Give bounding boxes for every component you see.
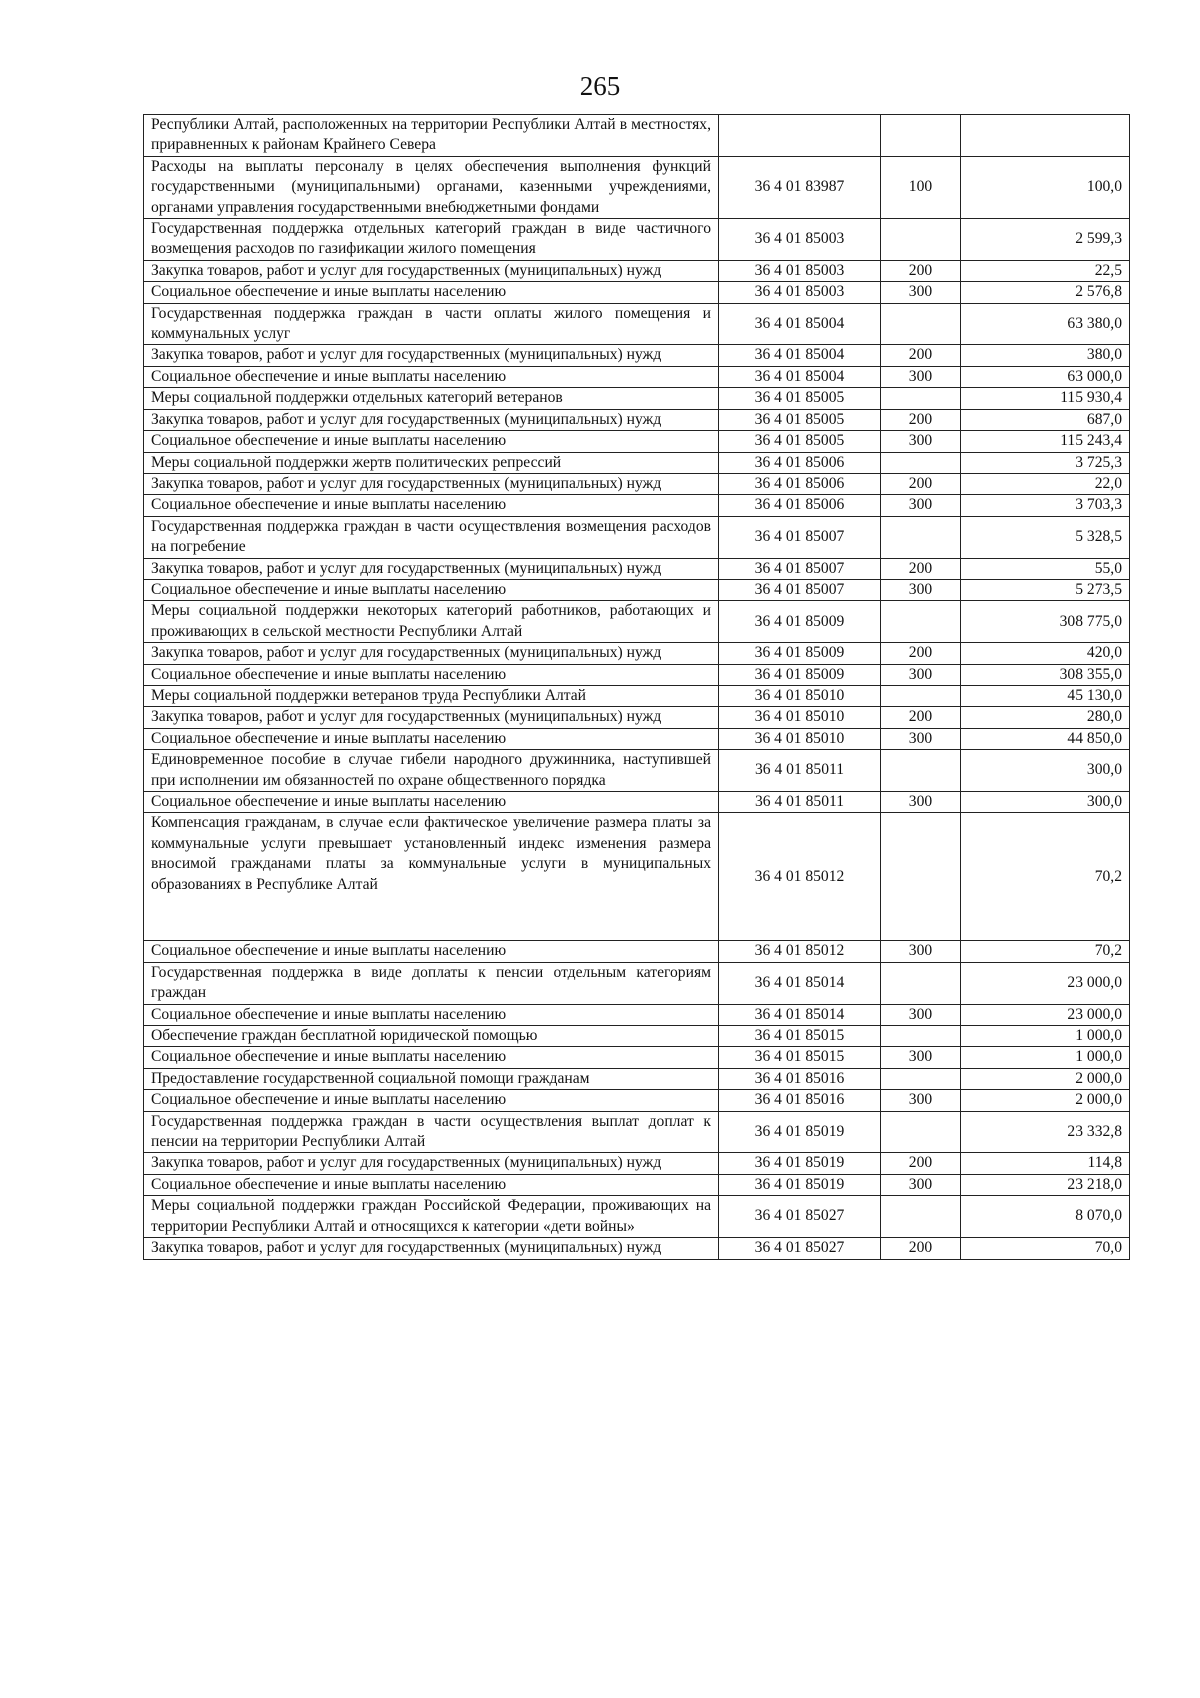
- row-expense-type: 300: [881, 792, 961, 813]
- row-expense-type: 300: [881, 579, 961, 600]
- table-row: [144, 558, 1130, 579]
- row-expense-type: 300: [881, 366, 961, 387]
- table-row: [144, 792, 1130, 813]
- row-description: Закупка товаров, работ и услуг для государственных (муниципальных) нужд: [144, 1238, 719, 1259]
- row-amount: 2 000,0: [961, 1090, 1130, 1111]
- row-description: Предоставление государственной социальной помощи гражданам: [144, 1068, 719, 1089]
- row-description: Социальное обеспечение и иные выплаты населению: [144, 941, 719, 962]
- table-row: [144, 579, 1130, 600]
- row-description: Обеспечение граждан бесплатной юридической помощью: [144, 1026, 719, 1047]
- table-row: [144, 156, 1130, 218]
- row-target-code: 36 4 01 85019: [719, 1174, 881, 1195]
- row-target-code: 36 4 01 85009: [719, 664, 881, 685]
- row-amount: 687,0: [961, 409, 1130, 430]
- row-expense-type: [881, 1026, 961, 1047]
- row-description: Государственная поддержка граждан в части оплаты жилого помещения и коммунальных услуг: [144, 303, 719, 345]
- row-description: Социальное обеспечение и иные выплаты населению: [144, 282, 719, 303]
- table-row: [144, 685, 1130, 706]
- row-amount: 300,0: [961, 750, 1130, 792]
- row-expense-type: 300: [881, 1047, 961, 1068]
- table-row: [144, 260, 1130, 281]
- row-target-code: 36 4 01 85004: [719, 366, 881, 387]
- row-description: Социальное обеспечение и иные выплаты населению: [144, 792, 719, 813]
- row-expense-type: 300: [881, 728, 961, 749]
- table-row: [144, 516, 1130, 558]
- row-amount: 63 000,0: [961, 366, 1130, 387]
- row-amount: 8 070,0: [961, 1196, 1130, 1238]
- table-row: [144, 452, 1130, 473]
- row-amount: 308 775,0: [961, 601, 1130, 643]
- table-row: [144, 728, 1130, 749]
- row-description: Компенсация гражданам, в случае если фактическое увеличение размера платы за коммунальные услуги превышает установленный индекс изменения размера вносимой гражданами платы за коммунальные услуги в муниципальных образованиях в Республике Алтай: [144, 813, 719, 941]
- table-row: [144, 1026, 1130, 1047]
- budget-table: [143, 114, 1130, 1260]
- row-target-code: 36 4 01 85015: [719, 1047, 881, 1068]
- row-expense-type: 300: [881, 1174, 961, 1195]
- row-target-code: 36 4 01 85019: [719, 1153, 881, 1174]
- table-row: [144, 813, 1130, 941]
- row-expense-type: 300: [881, 1090, 961, 1111]
- row-expense-type: 200: [881, 558, 961, 579]
- row-amount: 23 000,0: [961, 962, 1130, 1004]
- row-expense-type: [881, 685, 961, 706]
- row-amount: 45 130,0: [961, 685, 1130, 706]
- table-row: [144, 1196, 1130, 1238]
- row-expense-type: [881, 219, 961, 261]
- row-expense-type: 200: [881, 345, 961, 366]
- row-amount: 308 355,0: [961, 664, 1130, 685]
- row-description: Закупка товаров, работ и услуг для государственных (муниципальных) нужд: [144, 558, 719, 579]
- row-expense-type: [881, 516, 961, 558]
- row-description: Меры социальной поддержки некоторых категорий работников, работающих и проживающих в сельской местности Республики Алтай: [144, 601, 719, 643]
- row-amount: 5 273,5: [961, 579, 1130, 600]
- row-target-code: 36 4 01 85004: [719, 303, 881, 345]
- row-description: Расходы на выплаты персоналу в целях обеспечения выполнения функций государственными (муниципальными) органами, казенными учреждениями, органами управления государственными внебюджетными фондами: [144, 156, 719, 218]
- row-amount: 22,5: [961, 260, 1130, 281]
- row-description: Закупка товаров, работ и услуг для государственных (муниципальных) нужд: [144, 707, 719, 728]
- row-expense-type: [881, 115, 961, 157]
- row-amount: 70,0: [961, 1238, 1130, 1259]
- row-amount: 2 000,0: [961, 1068, 1130, 1089]
- row-amount: 1 000,0: [961, 1026, 1130, 1047]
- row-amount: 115 243,4: [961, 431, 1130, 452]
- row-target-code: 36 4 01 85014: [719, 962, 881, 1004]
- row-expense-type: 200: [881, 1238, 961, 1259]
- row-expense-type: [881, 388, 961, 409]
- row-amount: 3 703,3: [961, 495, 1130, 516]
- row-target-code: 36 4 01 85005: [719, 431, 881, 452]
- row-description: Меры социальной поддержки жертв политических репрессий: [144, 452, 719, 473]
- row-target-code: 36 4 01 85027: [719, 1196, 881, 1238]
- row-target-code: 36 4 01 85007: [719, 516, 881, 558]
- row-target-code: 36 4 01 85006: [719, 452, 881, 473]
- row-target-code: 36 4 01 85009: [719, 601, 881, 643]
- row-description: Закупка товаров, работ и услуг для государственных (муниципальных) нужд: [144, 1153, 719, 1174]
- row-target-code: 36 4 01 85005: [719, 388, 881, 409]
- row-expense-type: 200: [881, 473, 961, 494]
- row-description: Социальное обеспечение и иные выплаты населению: [144, 1047, 719, 1068]
- row-amount: 1 000,0: [961, 1047, 1130, 1068]
- row-description: Социальное обеспечение и иные выплаты населению: [144, 728, 719, 749]
- table-row: [144, 1068, 1130, 1089]
- row-description: Социальное обеспечение и иные выплаты населению: [144, 579, 719, 600]
- row-description: Социальное обеспечение и иные выплаты населению: [144, 431, 719, 452]
- row-description: Меры социальной поддержки отдельных категорий ветеранов: [144, 388, 719, 409]
- row-expense-type: [881, 303, 961, 345]
- row-description: Государственная поддержка отдельных категорий граждан в виде частичного возмещения расходов по газификации жилого помещения: [144, 219, 719, 261]
- table-row: [144, 282, 1130, 303]
- row-description: Социальное обеспечение и иные выплаты населению: [144, 366, 719, 387]
- row-expense-type: [881, 1111, 961, 1153]
- row-amount: 115 930,4: [961, 388, 1130, 409]
- table-row: [144, 1238, 1130, 1259]
- row-amount: 300,0: [961, 792, 1130, 813]
- row-amount: 63 380,0: [961, 303, 1130, 345]
- row-description: Государственная поддержка граждан в части осуществления выплат доплат к пенсии на территории Республики Алтай: [144, 1111, 719, 1153]
- row-target-code: 36 4 01 85006: [719, 495, 881, 516]
- row-description: Закупка товаров, работ и услуг для государственных (муниципальных) нужд: [144, 473, 719, 494]
- row-amount: 5 328,5: [961, 516, 1130, 558]
- row-description: Социальное обеспечение и иные выплаты населению: [144, 664, 719, 685]
- table-row: [144, 431, 1130, 452]
- row-target-code: 36 4 01 85003: [719, 260, 881, 281]
- row-target-code: 36 4 01 85027: [719, 1238, 881, 1259]
- row-target-code: 36 4 01 85011: [719, 792, 881, 813]
- row-description: Закупка товаров, работ и услуг для государственных (муниципальных) нужд: [144, 260, 719, 281]
- row-target-code: 36 4 01 85016: [719, 1090, 881, 1111]
- row-description: Государственная поддержка в виде доплаты к пенсии отдельным категориям граждан: [144, 962, 719, 1004]
- table-row: [144, 345, 1130, 366]
- table-row: [144, 1090, 1130, 1111]
- row-amount: 2 576,8: [961, 282, 1130, 303]
- row-amount: 100,0: [961, 156, 1130, 218]
- row-target-code: 36 4 01 85005: [719, 409, 881, 430]
- row-amount: [961, 115, 1130, 157]
- row-description: Государственная поддержка граждан в части осуществления возмещения расходов на погребение: [144, 516, 719, 558]
- row-amount: 114,8: [961, 1153, 1130, 1174]
- row-expense-type: 300: [881, 941, 961, 962]
- row-expense-type: 200: [881, 643, 961, 664]
- row-amount: 380,0: [961, 345, 1130, 366]
- table-row: [144, 1111, 1130, 1153]
- row-target-code: 36 4 01 85014: [719, 1004, 881, 1025]
- row-target-code: 36 4 01 85012: [719, 941, 881, 962]
- table-row: [144, 495, 1130, 516]
- row-amount: 44 850,0: [961, 728, 1130, 749]
- row-expense-type: [881, 601, 961, 643]
- row-amount: 420,0: [961, 643, 1130, 664]
- row-expense-type: 300: [881, 664, 961, 685]
- table-row: [144, 1047, 1130, 1068]
- row-target-code: 36 4 01 85011: [719, 750, 881, 792]
- row-amount: 23 332,8: [961, 1111, 1130, 1153]
- row-target-code: 36 4 01 83987: [719, 156, 881, 218]
- row-target-code: 36 4 01 85010: [719, 728, 881, 749]
- row-description: Меры социальной поддержки граждан Российской Федерации, проживающих на территории Республики Алтай и относящихся к категории «дети войны»: [144, 1196, 719, 1238]
- table-row: [144, 664, 1130, 685]
- table-row: [144, 388, 1130, 409]
- row-description: Республики Алтай, расположенных на территории Республики Алтай в местностях, приравненных к районам Крайнего Севера: [144, 115, 719, 157]
- row-target-code: 36 4 01 85004: [719, 345, 881, 366]
- table-row: [144, 1174, 1130, 1195]
- table-row: [144, 750, 1130, 792]
- row-target-code: 36 4 01 85003: [719, 219, 881, 261]
- row-description: Социальное обеспечение и иные выплаты населению: [144, 1090, 719, 1111]
- row-target-code: 36 4 01 85016: [719, 1068, 881, 1089]
- row-expense-type: 100: [881, 156, 961, 218]
- row-target-code: 36 4 01 85010: [719, 707, 881, 728]
- table-row: [144, 115, 1130, 157]
- page-number: 265: [579, 71, 621, 101]
- row-expense-type: 300: [881, 1004, 961, 1025]
- row-expense-type: [881, 750, 961, 792]
- row-expense-type: 300: [881, 431, 961, 452]
- table-row: [144, 409, 1130, 430]
- row-amount: 23 218,0: [961, 1174, 1130, 1195]
- row-amount: 23 000,0: [961, 1004, 1130, 1025]
- row-description: Социальное обеспечение и иные выплаты населению: [144, 495, 719, 516]
- row-amount: 70,2: [961, 813, 1130, 941]
- row-target-code: 36 4 01 85007: [719, 579, 881, 600]
- row-amount: 70,2: [961, 941, 1130, 962]
- row-description: Закупка товаров, работ и услуг для государственных (муниципальных) нужд: [144, 345, 719, 366]
- table-row: [144, 1004, 1130, 1025]
- table-row: [144, 707, 1130, 728]
- table-row: [144, 643, 1130, 664]
- row-target-code: 36 4 01 85019: [719, 1111, 881, 1153]
- row-description: Единовременное пособие в случае гибели народного дружинника, наступившей при исполнении им обязанностей по охране общественного порядка: [144, 750, 719, 792]
- row-amount: 55,0: [961, 558, 1130, 579]
- row-target-code: [719, 115, 881, 157]
- row-expense-type: 200: [881, 707, 961, 728]
- row-description: Меры социальной поддержки ветеранов труда Республики Алтай: [144, 685, 719, 706]
- row-expense-type: [881, 813, 961, 941]
- table-row: [144, 473, 1130, 494]
- row-amount: 280,0: [961, 707, 1130, 728]
- table-row: [144, 601, 1130, 643]
- row-description: Закупка товаров, работ и услуг для государственных (муниципальных) нужд: [144, 409, 719, 430]
- table-row: [144, 219, 1130, 261]
- row-target-code: 36 4 01 85009: [719, 643, 881, 664]
- row-description: Социальное обеспечение и иные выплаты населению: [144, 1174, 719, 1195]
- table-row: [144, 1153, 1130, 1174]
- row-amount: 3 725,3: [961, 452, 1130, 473]
- row-description: Социальное обеспечение и иные выплаты населению: [144, 1004, 719, 1025]
- row-target-code: 36 4 01 85007: [719, 558, 881, 579]
- row-expense-type: [881, 452, 961, 473]
- row-expense-type: 300: [881, 282, 961, 303]
- row-target-code: 36 4 01 85003: [719, 282, 881, 303]
- row-expense-type: 200: [881, 260, 961, 281]
- row-expense-type: [881, 1068, 961, 1089]
- row-description: Закупка товаров, работ и услуг для государственных (муниципальных) нужд: [144, 643, 719, 664]
- row-expense-type: 200: [881, 1153, 961, 1174]
- table-row: [144, 366, 1130, 387]
- row-target-code: 36 4 01 85012: [719, 813, 881, 941]
- row-expense-type: 300: [881, 495, 961, 516]
- table-row: [144, 941, 1130, 962]
- row-expense-type: 200: [881, 409, 961, 430]
- row-expense-type: [881, 962, 961, 1004]
- row-expense-type: [881, 1196, 961, 1238]
- row-amount: 2 599,3: [961, 219, 1130, 261]
- row-target-code: 36 4 01 85015: [719, 1026, 881, 1047]
- table-row: [144, 303, 1130, 345]
- table-row: [144, 962, 1130, 1004]
- row-target-code: 36 4 01 85010: [719, 685, 881, 706]
- row-target-code: 36 4 01 85006: [719, 473, 881, 494]
- row-amount: 22,0: [961, 473, 1130, 494]
